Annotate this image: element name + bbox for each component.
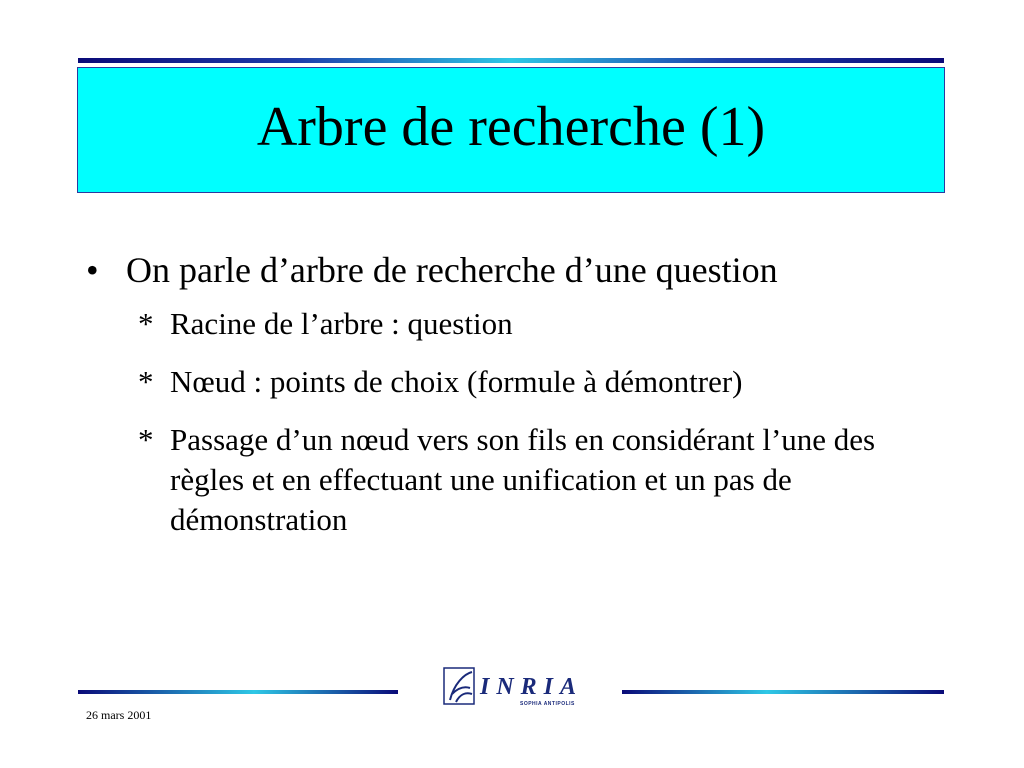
bottom-right-divider	[622, 690, 944, 694]
sub-item	[138, 362, 946, 402]
bullet-icon: •	[86, 250, 99, 290]
svg-text:SOPHIA ANTIPOLIS: SOPHIA ANTIPOLIS	[520, 701, 575, 707]
bottom-left-divider	[78, 690, 398, 694]
sub-item	[138, 420, 946, 540]
slide-content	[86, 246, 946, 558]
asterisk-icon: *	[138, 422, 154, 457]
sub-item-text: Nœud : points de choix (formule à démontrer)	[170, 364, 743, 399]
title-box	[77, 67, 945, 193]
inria-logo	[442, 664, 602, 712]
sub-list	[138, 304, 946, 540]
sub-item-text: Passage d’un nœud vers son fils en considérant l’une des règles et en effectuant une unification et un pas de démonstration	[170, 422, 876, 537]
asterisk-icon: *	[138, 306, 154, 341]
sub-item-text: Racine de l’arbre : question	[170, 306, 513, 341]
top-divider	[78, 58, 944, 63]
sub-item	[138, 304, 946, 344]
asterisk-icon: *	[138, 364, 154, 399]
bullet-item	[86, 246, 946, 294]
footer-date: 26 mars 2001	[86, 708, 152, 722]
bullet-text: On parle d’arbre de recherche d’une question	[126, 250, 778, 290]
slide-title: Arbre de recherche (1)	[256, 96, 766, 158]
svg-text:INRIA: INRIA	[480, 674, 584, 700]
